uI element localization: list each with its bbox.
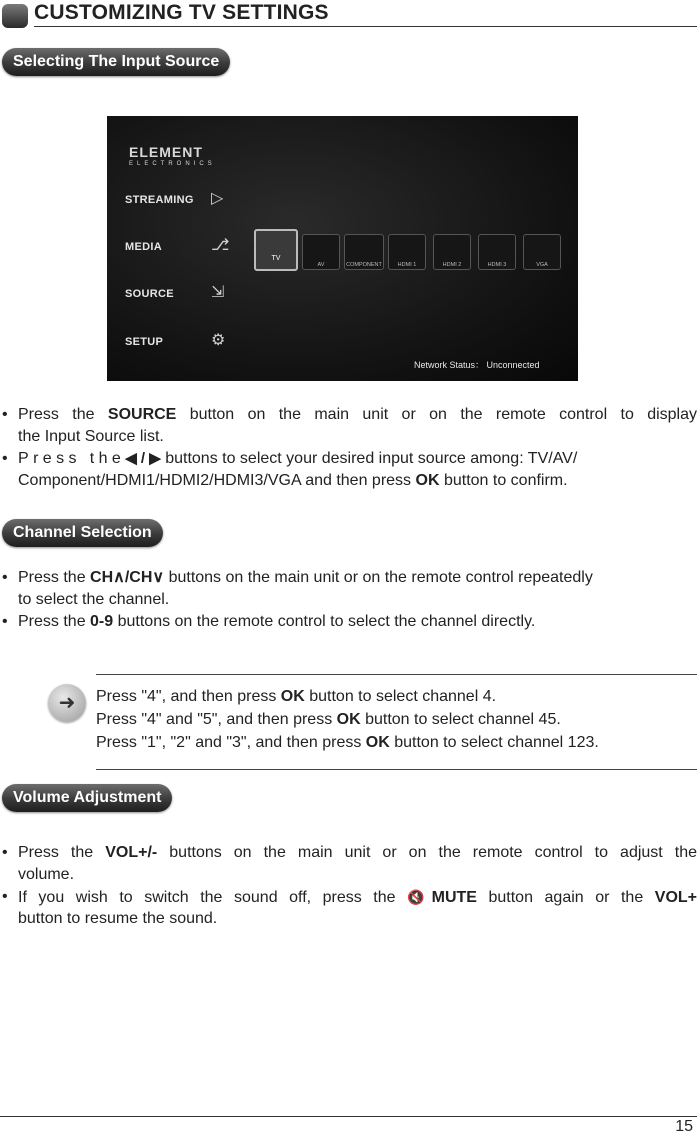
mute-icon: 🔇 (407, 889, 432, 905)
usb-icon: ⎇ (211, 237, 230, 254)
section-pill-volume-adjustment: Volume Adjustment (2, 784, 172, 812)
page-number: 15 (675, 1118, 693, 1135)
page-title: CUSTOMIZING TV SETTINGS (34, 1, 329, 24)
list-item: • Press the VOL+/- buttons on the main unit or on the remote control to adjust the (2, 844, 697, 861)
list-item-continuation: the Input Source list. (18, 428, 164, 445)
menu-item-source: SOURCE (125, 288, 174, 300)
menu-item-setup: SETUP (125, 336, 164, 348)
source-tile-hdmi2: HDMI 2 (433, 234, 471, 270)
section-pill-channel-selection: Channel Selection (2, 519, 163, 547)
source-tile-av: AV (302, 234, 340, 270)
source-tile-hdmi3: HDMI 3 (478, 234, 516, 270)
list-item-continuation: button to resume the sound. (18, 910, 218, 927)
gear-icon: ⚙ (211, 332, 226, 349)
note-line-2: Press "4" and "5", and then press OK button to select channel 45. (96, 711, 561, 728)
list-item: • Press the 0-9 buttons on the remote control to select the channel directly. (2, 613, 536, 630)
menu-item-streaming: STREAMING (125, 194, 194, 206)
footer-rule (0, 1116, 697, 1117)
list-item: • Press the◀ / ▶ buttons to select your desired input source among: TV/AV/ (2, 450, 578, 467)
section-pill-input-source: Selecting The Input Source (2, 48, 230, 76)
source-icon: ⇲ (211, 284, 225, 301)
list-item-continuation: volume. (18, 866, 75, 883)
header-rule (34, 26, 697, 27)
play-icon: ▷ (211, 190, 224, 207)
list-item-continuation: Component/HDMI1/HDMI2/HDMI3/VGA and then press OK button to confirm. (18, 472, 568, 489)
channel-up-down-icon: CH∧/CH∨ (90, 569, 165, 586)
arrow-left-right-icon: ◀ / ▶ (125, 450, 161, 467)
list-item: • Press the SOURCE button on the main unit or on the remote control to display (2, 406, 697, 423)
source-tile-component: COMPONENT (344, 234, 384, 270)
network-status: Network Status： Unconnected (414, 360, 540, 370)
brand-logo: ELEMENT ELECTRONICS (129, 144, 216, 167)
note-rule-top (96, 674, 697, 675)
note-line-1: Press "4", and then press OK button to select channel 4. (96, 688, 497, 705)
header-badge-icon (2, 4, 28, 28)
list-item-continuation: to select the channel. (18, 591, 170, 608)
source-tile-tv: TV (254, 229, 298, 271)
tv-menu-screenshot (107, 116, 578, 381)
arrow-right-icon: ➜ (48, 684, 86, 722)
source-tile-vga: VGA (523, 234, 561, 270)
menu-item-media: MEDIA (125, 241, 162, 253)
source-tile-hdmi1: HDMI 1 (388, 234, 426, 270)
list-item: • Press the CH∧/CH∨ buttons on the main unit or on the remote control repeatedly (2, 569, 593, 586)
note-line-3: Press "1", "2" and "3", and then press OK button to select channel 123. (96, 734, 599, 751)
list-item: • If you wish to switch the sound off, press the 🔇MUTE button again or the VOL+ (2, 888, 697, 906)
note-rule-bottom (96, 769, 697, 770)
